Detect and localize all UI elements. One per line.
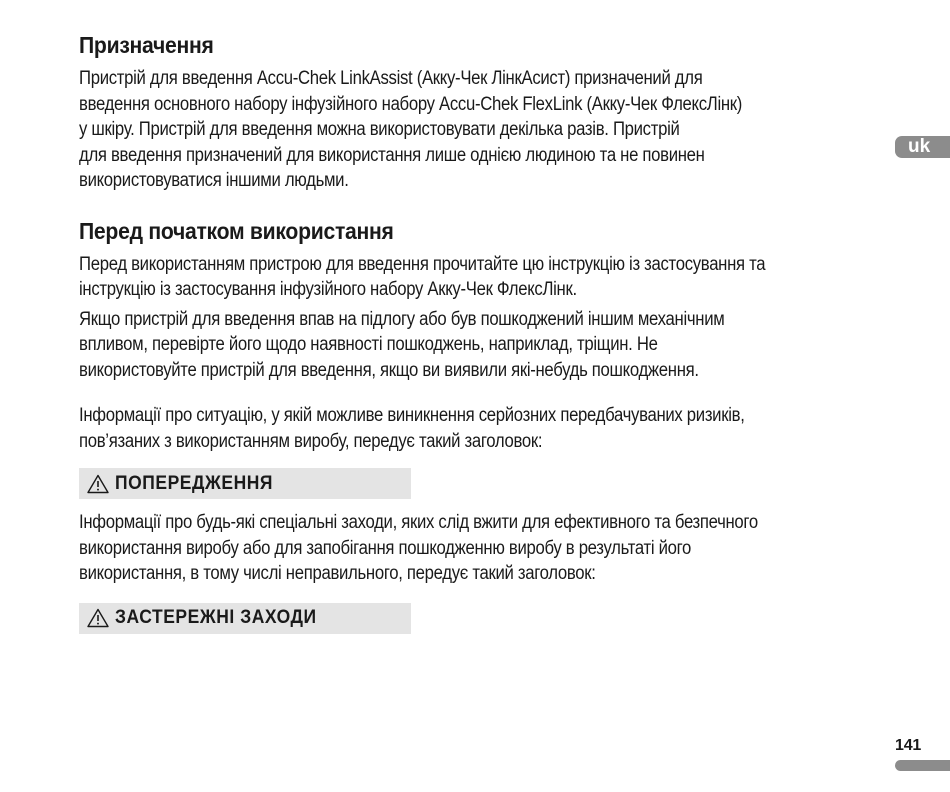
warning-triangle-icon (87, 474, 109, 494)
text-line: Інформації про ситуацію, у якій можливе виникнення серйозних передбачуваних ризиків, (79, 405, 745, 426)
page-number: 141 (895, 737, 922, 754)
page-content (79, 30, 889, 634)
page-bar (895, 760, 950, 771)
warning-label: ПОПЕРЕДЖЕННЯ (115, 472, 274, 494)
text-line: використання, в тому числі неправильного, передує такий заголовок: (79, 563, 596, 584)
before-use-paragraph-1 (79, 252, 889, 303)
text-line: впливом, перевірте його щодо наявності пошкоджень, наприклад, тріщин. Не (79, 334, 658, 355)
purpose-paragraph (79, 66, 889, 194)
text-line: використовуватися іншими людьми. (79, 170, 349, 191)
text-line: інструкцію із застосування інфузійного набору Акку-Чек ФлексЛінк. (79, 279, 577, 300)
text-line: для введення призначений для використання лише однією людиною та не повинен (79, 144, 705, 166)
warning-intro-paragraph (79, 403, 889, 454)
caution-heading-box (79, 603, 411, 634)
text-line: у шкіру. Пристрій для введення можна використовувати декілька разів. Пристрій (79, 119, 680, 140)
warning-triangle-icon (87, 608, 109, 628)
language-tab: uk (895, 136, 950, 158)
text-line: пов’язаних з використанням виробу, передує такий заголовок: (79, 430, 543, 452)
before-use-paragraph-2 (79, 307, 889, 384)
text-line: Перед використанням пристрою для введення прочитайте цю інструкцію із застосування та (79, 253, 766, 275)
text-line: Інформації про будь-які спеціальні заходи, яких слід вжити для ефективного та безпечного (79, 512, 758, 533)
text-line: Якщо пристрій для введення впав на підлогу або був пошкоджений іншим механічним (79, 308, 725, 330)
caution-label: ЗАСТЕРЕЖНІ ЗАХОДИ (115, 607, 317, 628)
caution-intro-paragraph (79, 510, 889, 587)
text-line: Пристрій для введення Accu-Chek LinkAssist (Акку-Чек ЛінкАсист) призначений для (79, 68, 703, 89)
text-line: введення основного набору інфузійного набору Accu-Chek FlexLink (Акку-Чек ФлексЛінк) (79, 93, 743, 115)
text-line: використовуйте пристрій для введення, якщо ви виявили які-небудь пошкодження. (79, 359, 699, 381)
warning-heading-box (79, 468, 411, 499)
section-heading-before-use: Перед початком використання (79, 217, 394, 244)
text-line: використання виробу або для запобігання пошкодженню виробу в результаті його (79, 537, 692, 559)
section-heading-purpose: Призначення (79, 32, 214, 58)
